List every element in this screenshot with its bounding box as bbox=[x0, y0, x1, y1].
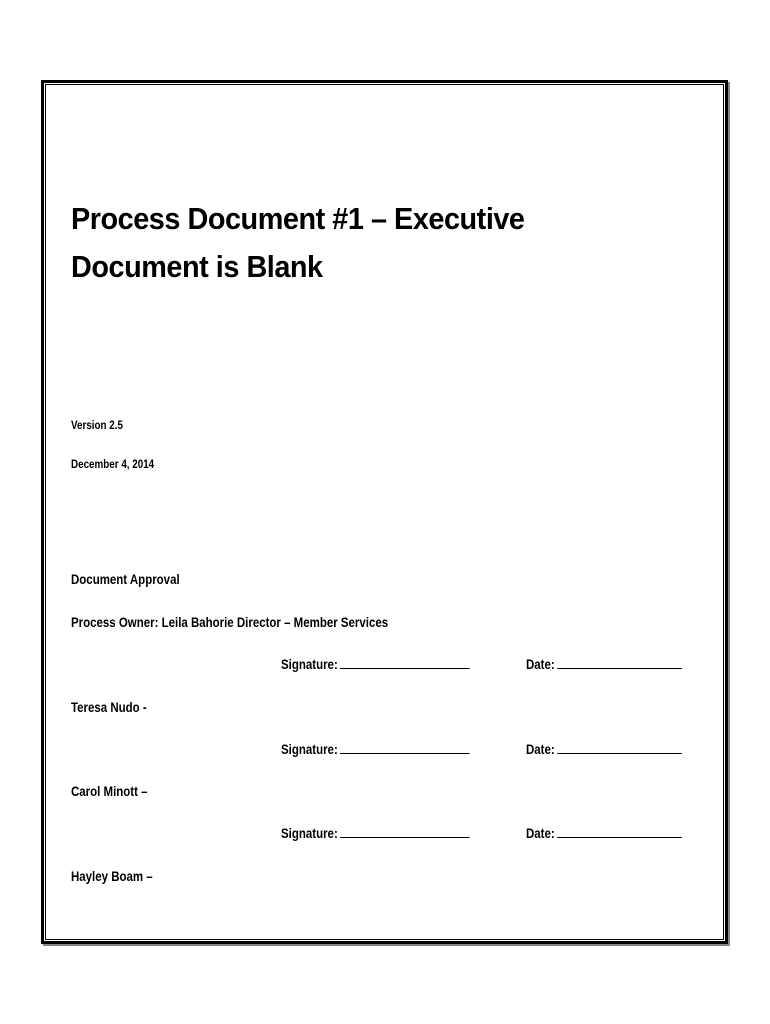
date-label: Date: bbox=[526, 825, 555, 841]
approval-heading: Document Approval bbox=[71, 571, 180, 587]
signature-field[interactable] bbox=[281, 741, 470, 757]
document-date: December 4, 2014 bbox=[71, 457, 155, 471]
signature-row-process-owner bbox=[281, 656, 701, 674]
signature-blank-line[interactable] bbox=[340, 656, 470, 669]
signature-blank-line[interactable] bbox=[340, 741, 470, 754]
date-blank-line[interactable] bbox=[557, 825, 682, 838]
document-page-frame bbox=[41, 80, 728, 944]
document-title: Process Document #1 – Executive Document is Blank bbox=[71, 201, 525, 284]
signature-field[interactable] bbox=[281, 825, 470, 841]
signature-label: Signature: bbox=[281, 656, 338, 672]
date-label: Date: bbox=[526, 741, 555, 757]
signature-row-approver-1 bbox=[281, 741, 701, 759]
signature-label: Signature: bbox=[281, 825, 338, 841]
signature-field[interactable] bbox=[281, 656, 470, 672]
date-blank-line[interactable] bbox=[557, 656, 682, 669]
document-version: Version 2.5 bbox=[71, 418, 123, 432]
approver-name: Teresa Nudo - bbox=[71, 699, 147, 715]
signature-label: Signature: bbox=[281, 741, 338, 757]
signature-blank-line[interactable] bbox=[340, 825, 470, 838]
date-blank-line[interactable] bbox=[557, 741, 682, 754]
approver-name: Carol Minott – bbox=[71, 783, 148, 799]
date-field[interactable] bbox=[526, 825, 682, 841]
date-field[interactable] bbox=[526, 741, 682, 757]
signature-row-approver-2 bbox=[281, 825, 701, 843]
approver-name: Hayley Boam – bbox=[71, 868, 153, 884]
date-field[interactable] bbox=[526, 656, 682, 672]
date-label: Date: bbox=[526, 656, 555, 672]
process-owner-line: Process Owner: Leila Bahorie Director – Member Services bbox=[71, 614, 389, 630]
